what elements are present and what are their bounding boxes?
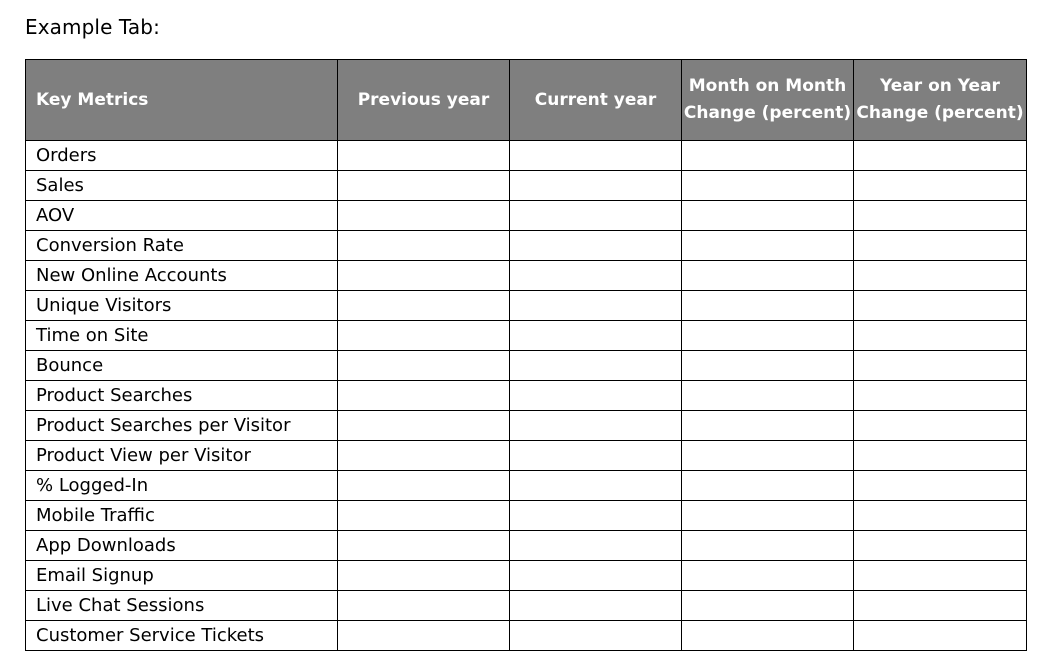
mom-change-cell: [682, 441, 854, 471]
current-year-cell: [510, 441, 682, 471]
metric-name-cell: New Online Accounts: [26, 261, 338, 291]
mom-change-cell: [682, 351, 854, 381]
table-row: [26, 201, 1027, 231]
table-row: [26, 501, 1027, 531]
yoy-change-cell: [854, 321, 1027, 351]
current-year-cell: [510, 291, 682, 321]
table-row: [26, 441, 1027, 471]
header-year-on-year-change: Year on Year Change (percent): [854, 60, 1027, 141]
previous-year-cell: [338, 141, 510, 171]
table-row: [26, 291, 1027, 321]
mom-change-cell: [682, 381, 854, 411]
previous-year-cell: [338, 411, 510, 441]
previous-year-cell: [338, 501, 510, 531]
current-year-cell: [510, 261, 682, 291]
current-year-cell: [510, 501, 682, 531]
yoy-change-cell: [854, 141, 1027, 171]
table-row: [26, 231, 1027, 261]
mom-change-cell: [682, 321, 854, 351]
yoy-change-cell: [854, 471, 1027, 501]
metric-name-cell: App Downloads: [26, 531, 338, 561]
table-header-row: [26, 60, 1027, 141]
document-title: Example Tab:: [25, 15, 160, 39]
metric-name-cell: Customer Service Tickets: [26, 621, 338, 651]
previous-year-cell: [338, 351, 510, 381]
mom-change-cell: [682, 591, 854, 621]
yoy-change-cell: [854, 591, 1027, 621]
current-year-cell: [510, 621, 682, 651]
table-row: [26, 381, 1027, 411]
current-year-cell: [510, 591, 682, 621]
mom-change-cell: [682, 561, 854, 591]
metric-name-cell: AOV: [26, 201, 338, 231]
mom-change-cell: [682, 531, 854, 561]
current-year-cell: [510, 381, 682, 411]
current-year-cell: [510, 321, 682, 351]
previous-year-cell: [338, 171, 510, 201]
header-month-on-month-change: Month on Month Change (percent): [682, 60, 854, 141]
current-year-cell: [510, 561, 682, 591]
mom-change-cell: [682, 261, 854, 291]
yoy-change-cell: [854, 501, 1027, 531]
mom-change-cell: [682, 501, 854, 531]
mom-change-cell: [682, 411, 854, 441]
yoy-change-cell: [854, 291, 1027, 321]
previous-year-cell: [338, 531, 510, 561]
mom-change-cell: [682, 291, 854, 321]
current-year-cell: [510, 231, 682, 261]
yoy-change-cell: [854, 381, 1027, 411]
table-row: [26, 561, 1027, 591]
table-body: [26, 141, 1027, 651]
previous-year-cell: [338, 561, 510, 591]
table-row: [26, 171, 1027, 201]
previous-year-cell: [338, 321, 510, 351]
current-year-cell: [510, 171, 682, 201]
previous-year-cell: [338, 621, 510, 651]
metric-name-cell: Product View per Visitor: [26, 441, 338, 471]
mom-change-cell: [682, 141, 854, 171]
yoy-change-cell: [854, 531, 1027, 561]
table-row: [26, 261, 1027, 291]
metric-name-cell: Bounce: [26, 351, 338, 381]
yoy-change-cell: [854, 561, 1027, 591]
previous-year-cell: [338, 441, 510, 471]
yoy-change-cell: [854, 351, 1027, 381]
mom-change-cell: [682, 621, 854, 651]
previous-year-cell: [338, 261, 510, 291]
metric-name-cell: Email Signup: [26, 561, 338, 591]
yoy-change-cell: [854, 411, 1027, 441]
previous-year-cell: [338, 201, 510, 231]
mom-change-cell: [682, 201, 854, 231]
previous-year-cell: [338, 291, 510, 321]
table-row: [26, 471, 1027, 501]
metric-name-cell: Conversion Rate: [26, 231, 338, 261]
table-row: [26, 321, 1027, 351]
table-row: [26, 141, 1027, 171]
yoy-change-cell: [854, 621, 1027, 651]
mom-change-cell: [682, 231, 854, 261]
header-previous-year: Previous year: [338, 60, 510, 141]
previous-year-cell: [338, 381, 510, 411]
table-row: [26, 531, 1027, 561]
metric-name-cell: Time on Site: [26, 321, 338, 351]
previous-year-cell: [338, 471, 510, 501]
yoy-change-cell: [854, 171, 1027, 201]
yoy-change-cell: [854, 261, 1027, 291]
current-year-cell: [510, 351, 682, 381]
header-key-metrics: Key Metrics: [26, 60, 338, 141]
current-year-cell: [510, 471, 682, 501]
header-current-year: Current year: [510, 60, 682, 141]
yoy-change-cell: [854, 231, 1027, 261]
metric-name-cell: % Logged-In: [26, 471, 338, 501]
previous-year-cell: [338, 231, 510, 261]
metric-name-cell: Product Searches per Visitor: [26, 411, 338, 441]
metric-name-cell: Live Chat Sessions: [26, 591, 338, 621]
current-year-cell: [510, 531, 682, 561]
metric-name-cell: Mobile Traffic: [26, 501, 338, 531]
current-year-cell: [510, 141, 682, 171]
metric-name-cell: Product Searches: [26, 381, 338, 411]
current-year-cell: [510, 201, 682, 231]
table-row: [26, 411, 1027, 441]
table-row: [26, 351, 1027, 381]
mom-change-cell: [682, 471, 854, 501]
metric-name-cell: Sales: [26, 171, 338, 201]
previous-year-cell: [338, 591, 510, 621]
metric-name-cell: Unique Visitors: [26, 291, 338, 321]
yoy-change-cell: [854, 441, 1027, 471]
yoy-change-cell: [854, 201, 1027, 231]
table-row: [26, 591, 1027, 621]
current-year-cell: [510, 411, 682, 441]
table-row: [26, 621, 1027, 651]
mom-change-cell: [682, 171, 854, 201]
key-metrics-table: [25, 59, 1027, 651]
metric-name-cell: Orders: [26, 141, 338, 171]
